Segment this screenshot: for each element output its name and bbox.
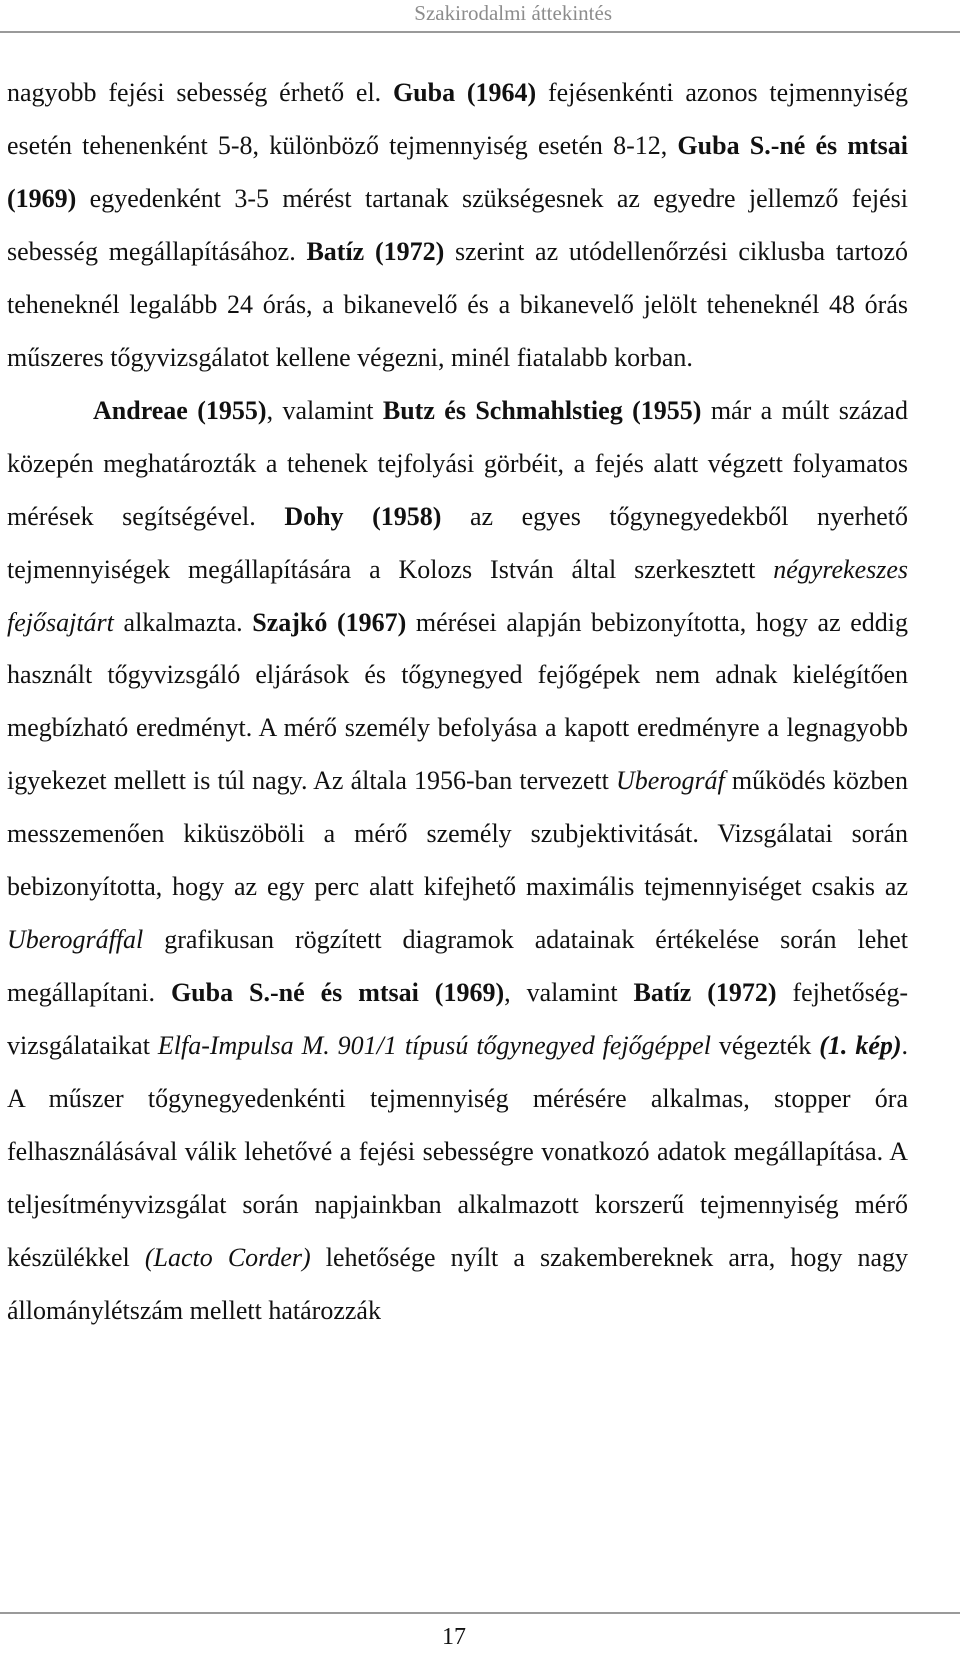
- text-run: grafikusan rögzített diagramok adatainak értékelése során lehet megállapítani.: [7, 925, 908, 1008]
- footer-divider: [0, 1612, 960, 1614]
- citation: Guba S.-né és mtsai (1969): [170, 978, 505, 1008]
- paragraph-2: [7, 385, 908, 1338]
- emphasis: (Lacto Corder): [144, 1242, 311, 1272]
- text-run: alkalmazta.: [113, 607, 253, 637]
- citation: Andreae (1955): [93, 395, 267, 425]
- text-run: lehetősége nyílt a szakembereknek arra, hogy nagy állománylétszám mellett határozzák: [7, 1242, 908, 1325]
- citation: Dohy (1958): [284, 501, 442, 531]
- emphasis: Uberográf: [615, 766, 725, 796]
- text-run: mérései alapján bebizonyította, hogy az eddig használt tőgyvizsgáló eljárások és tőgynegyed fejőgépek nem adnak kielégítően megbízható eredményt. A mérő személy befolyása a kapott eredményre a legnagyobb igyekezet mellett is túl nagy. Az általa 1956-ban tervezett: [7, 607, 908, 796]
- figure-reference-label: (1. kép): [819, 1031, 902, 1061]
- citation: Guba S.-né és mtsai (1969): [7, 130, 909, 213]
- text-run: , valamint: [504, 978, 634, 1008]
- text-run: az egyes tőgynegyedekből nyerhető tejmennyiségek megállapítására a Kolozs István által szerkesztett: [7, 501, 908, 584]
- emphasis: Elfa-Impulsa M. 901/1 típusú tőgynegyed fejőgéppel: [157, 1031, 711, 1061]
- paragraph-1: [7, 67, 908, 385]
- citation: Guba (1964): [392, 78, 537, 107]
- citation: Batíz (1972): [306, 236, 445, 266]
- figure-reference: [819, 1031, 901, 1060]
- emphasis: Uberográffal: [7, 925, 144, 955]
- text-run: , valamint: [266, 395, 383, 425]
- text-run: végezték: [710, 1031, 820, 1061]
- text-run: szerint az utódellenőrzési ciklusba tartozó teheneknél legalább 24 órás, a bikanevelő és a bikanevelő jelölt teheneknél 48 órás műszeres tőgyvizsgálatot kellene végezni, minél fiatalabb korban.: [7, 236, 909, 372]
- text-run: . A műszer tőgynegyedenkénti tejmennyiség mérésére alkalmas, stopper óra felhasználásával válik lehetővé a fejési sebességre vonatkozó adatok megállapítása. A teljesítményvizsgálat során napjainkban alkalmazott korszerű tejmennyiség mérő készülékkel: [7, 1031, 909, 1272]
- body-text: [7, 67, 908, 1338]
- emphasis: négyrekeszes fejősajtárt: [7, 554, 908, 637]
- citation: Batíz (1972): [633, 978, 777, 1008]
- header-divider: [0, 31, 960, 33]
- text-run: egyedenként 3-5 mérést tartanak szükségesnek az egyedre jellemző fejési sebesség megállapításához.: [7, 183, 908, 266]
- text-run: már a múlt század közepén meghatározták a tehenek tejfolyási görbéit, a fejés alatt végzett folyamatos mérések segítségével.: [7, 395, 908, 531]
- citation: Butz és Schmahlstieg (1955): [382, 395, 702, 425]
- page-number: 17: [442, 1624, 466, 1650]
- text-run: működés közben messzemenően kiküszöböli a mérő személy szubjektivitását. Vizsgálatai során bebizonyította, hogy az egy perc alatt kifejhető maximális tejmennyiséget csakis az: [7, 766, 908, 902]
- text-run: nagyobb fejési sebesség érhető el.: [7, 78, 393, 107]
- citation: Szajkó (1967): [252, 607, 407, 637]
- text-run: fejhetőség-vizsgálataikat: [7, 978, 908, 1061]
- running-header: [0, 0, 960, 40]
- text-run: fejésenkénti azonos tejmennyiség esetén tehenenként 5-8, különböző tejmennyiség esetén 8-12,: [7, 78, 908, 160]
- running-title: Szakirodalmi áttekintés: [414, 1, 612, 25]
